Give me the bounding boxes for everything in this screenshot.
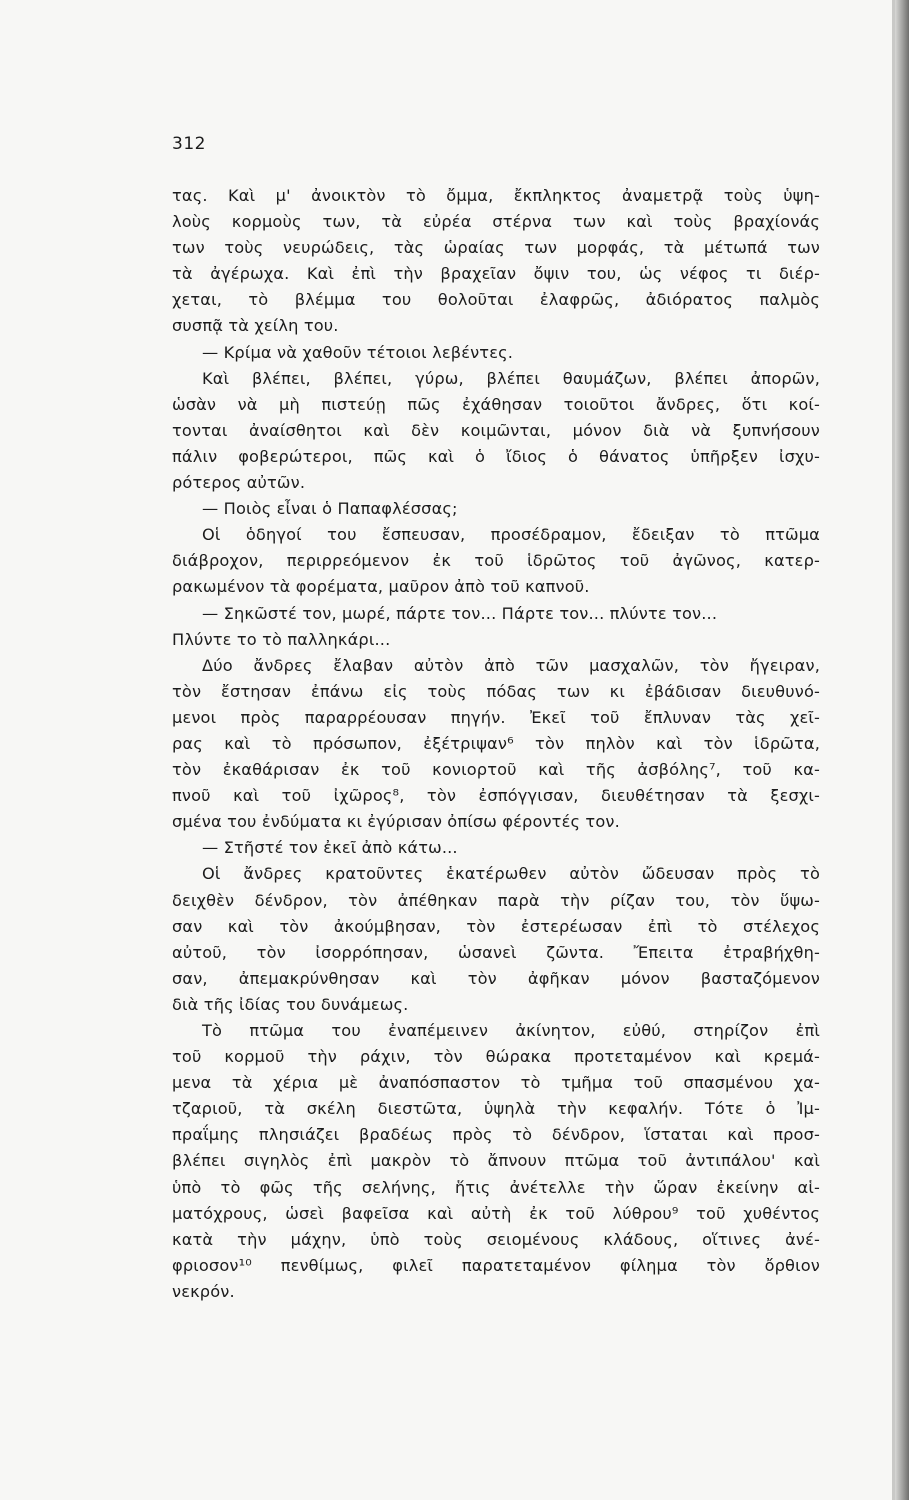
body-text bbox=[172, 183, 820, 1305]
text-line: λοὺς κορμοὺς των, τὰ εὐρέα στέρνα των καὶ τοὺς βραχίονάς bbox=[172, 212, 820, 232]
page-edge-shadow bbox=[895, 0, 909, 1500]
text-line: — Ποιὸς εἶναι ὁ Παπαφλέσσας; bbox=[202, 499, 458, 519]
text-line: Οἱ ὁδηγοί του ἔσπευσαν, προσέδραμον, ἔδειξαν τὸ πτῶμα bbox=[202, 525, 820, 545]
text-line: φριοσον¹⁰ πενθίμως, φιλεῖ παρατεταμένον φίλημα τὸν ὄρθιον bbox=[172, 1255, 820, 1275]
text-line: τὸν ἐκαθάρισαν ἐκ τοῦ κονιορτοῦ καὶ τῆς ἀσβόλης⁷, τοῦ κα- bbox=[172, 760, 820, 780]
text-line: τονται ἀναίσθητοι καὶ δὲν κοιμῶνται, μόνον διὰ νὰ ξυπνήσουν bbox=[172, 420, 820, 440]
text-line: τας. Καὶ μ' ἀνοικτὸν τὸ ὄμμα, ἔκπληκτος ἀναμετρᾷ τοὺς ὑψη- bbox=[172, 186, 820, 205]
text-line: τὸν ἔστησαν ἐπάνω εἰς τοὺς πόδας των κι ἐβάδισαν διευθυνό- bbox=[172, 681, 820, 701]
text-line: των τοὺς νευρώδεις, τὰς ὡραίας των μορφάς, τὰ μέτωπά των bbox=[172, 238, 820, 258]
text-line: τζαριοῦ, τὰ σκέλη διεστῶτα, ὑψηλὰ τὴν κεφαλήν. Τότε ὁ Ἰμ- bbox=[172, 1099, 820, 1119]
text-line: πάλιν φοβερώτεροι, πῶς καὶ ὁ ἴδιος ὁ θάνατος ὑπῆρξεν ἰσχυ- bbox=[172, 446, 820, 466]
text-line: πνοῦ καὶ τοῦ ἰχῶρος⁸, τὸν ἐσπόγγισαν, διευθέτησαν τὰ ξεσχι- bbox=[172, 786, 820, 806]
text-line: συσπᾷ τὰ χείλη του. bbox=[172, 316, 339, 336]
text-line: σμένα του ἐνδύματα κι ἐγύρισαν ὀπίσω φέροντές τον. bbox=[172, 812, 620, 832]
text-line: διάβροχον, περιρρεόμενον ἐκ τοῦ ἱδρῶτος τοῦ ἀγῶνος, κατερ- bbox=[172, 551, 820, 571]
text-line: πραΐμης πλησιάζει βραδέως πρὸς τὸ δένδρον, ἵσταται καὶ προσ- bbox=[172, 1125, 820, 1145]
text-line: ρακωμένον τὰ φορέματα, μαῦρον ἀπὸ τοῦ καπνοῦ. bbox=[172, 577, 590, 597]
text-line: νεκρόν. bbox=[172, 1281, 235, 1301]
page-number: 312 bbox=[172, 134, 206, 154]
text-line: Δύο ἄνδρες ἔλαβαν αὐτὸν ἀπὸ τῶν μασχαλῶν, τὸν ἤγειραν, bbox=[202, 655, 820, 675]
text-line: βλέπει σιγηλὸς ἐπὶ μακρὸν τὸ ἄπνουν πτῶμα τοῦ ἀντιπάλου' καὶ bbox=[172, 1151, 820, 1171]
text-line: ματόχρους, ὡσεὶ βαφεῖσα καὶ αὐτὴ ἐκ τοῦ λύθρου⁹ τοῦ χυθέντος bbox=[172, 1203, 820, 1223]
text-line: Τὸ πτῶμα του ἐναπέμεινεν ἀκίνητον, εὐθύ, στηρίζον ἐπὶ bbox=[202, 1021, 820, 1040]
text-line: — Στῆστέ τον ἐκεῖ ἀπὸ κάτω... bbox=[202, 838, 458, 858]
text-line: Οἱ ἄνδρες κρατοῦντες ἑκατέρωθεν αὐτὸν ὤδευσαν πρὸς τὸ bbox=[202, 864, 820, 884]
text-line: μενα τὰ χέρια μὲ ἀναπόσπαστον τὸ τμῆμα τοῦ σπασμένου χα- bbox=[172, 1073, 820, 1093]
text-line: Πλύντε το τὸ παλληκάρι... bbox=[172, 629, 391, 649]
text-line: χεται, τὸ βλέμμα του θολοῦται ἐλαφρῶς, ἀδιόρατος παλμὸς bbox=[172, 290, 820, 310]
text-line: μενοι πρὸς παραρρέουσαν πηγήν. Ἐκεῖ τοῦ ἔπλυναν τὰς χεῖ- bbox=[172, 707, 820, 727]
text-line: ὡσὰν νὰ μὴ πιστεύῃ πῶς ἐχάθησαν τοιοῦτοι ἄνδρες, ὅτι κοί- bbox=[172, 394, 820, 414]
text-line: ρότερος αὐτῶν. bbox=[172, 473, 306, 493]
text-line: κατὰ τὴν μάχην, ὑπὸ τοὺς σειομένους κλάδους, οἵτινες ἀνέ- bbox=[172, 1229, 820, 1249]
text-line: δειχθὲν δένδρον, τὸν ἀπέθηκαν παρὰ τὴν ρίζαν του, τὸν ὕψω- bbox=[172, 890, 820, 910]
text-line: τοῦ κορμοῦ τὴν ράχιν, τὸν θώρακα προτεταμένον καὶ κρεμά- bbox=[172, 1047, 820, 1067]
text-line: ὑπὸ τὸ φῶς τῆς σελήνης, ἥτις ἀνέτελλε τὴν ὥραν ἐκείνην αἱ- bbox=[172, 1177, 820, 1197]
text-line: τὰ ἀγέρωχα. Καὶ ἐπὶ τὴν βραχεῖαν ὄψιν του, ὡς νέφος τι διέρ- bbox=[172, 264, 820, 284]
text-line: — Σηκῶστέ τον, μωρέ, πάρτε τον... Πάρτε τον... πλύντε τον... bbox=[202, 603, 718, 623]
text-line: ρας καὶ τὸ πρόσωπον, ἐξέτριψαν⁶ τὸν πηλὸν καὶ τὸν ἱδρῶτα, bbox=[172, 733, 820, 753]
text-line: σαν καὶ τὸν ἀκούμβησαν, τὸν ἐστερέωσαν ἐπὶ τὸ στέλεχος bbox=[172, 916, 820, 936]
text-line: — Κρίμα νὰ χαθοῦν τέτοιοι λεβέντες. bbox=[202, 342, 514, 362]
text-line: διὰ τῆς ἰδίας του δυνάμεως. bbox=[172, 994, 409, 1014]
text-line: αὐτοῦ, τὸν ἰσορρόπησαν, ὡσανεὶ ζῶντα. Ἔπειτα ἐτραβήχθη- bbox=[172, 942, 820, 962]
text-line: σαν, ἀπεμακρύνθησαν καὶ τὸν ἀφῆκαν μόνον βασταζόμενον bbox=[172, 968, 820, 988]
text-line: Καὶ βλέπει, βλέπει, γύρω, βλέπει θαυμάζων, βλέπει ἀπορῶν, bbox=[202, 368, 820, 388]
